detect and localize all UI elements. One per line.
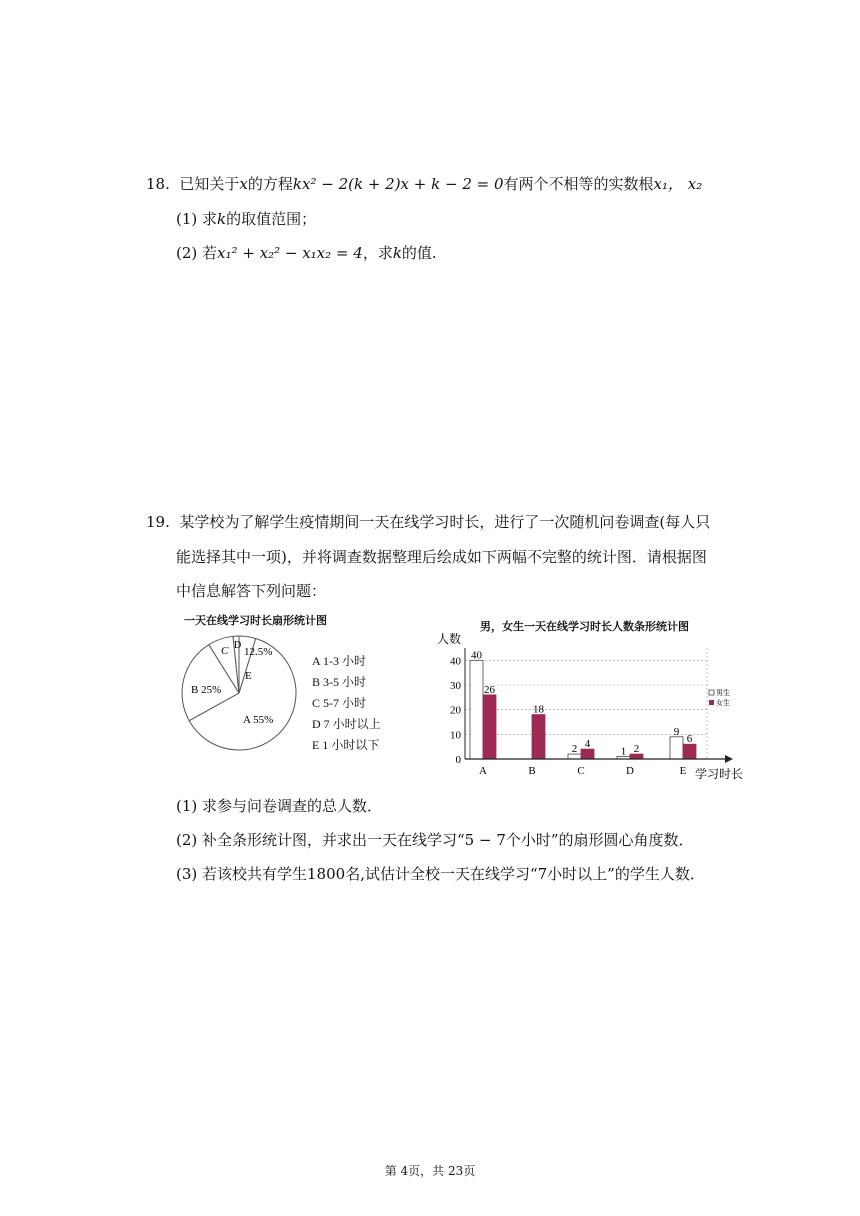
bar-value-label: 40 <box>471 649 482 662</box>
bar-data-labels <box>471 649 693 757</box>
q18-stem-post: 有两个不相等的实数根 <box>503 175 654 193</box>
pie-legend-B: B 3-5 小时 <box>312 675 367 689</box>
bar-y-ticks <box>450 655 462 766</box>
bar-female-C <box>581 749 594 759</box>
pie-legend-D: D 7 小时以上 <box>312 717 381 731</box>
q18-part2-var: k <box>392 244 402 262</box>
bar-x-label: 学习时长 <box>695 767 744 781</box>
q18-stem <box>146 174 702 194</box>
bar-female-A <box>483 695 496 759</box>
q18-part2-pre: (2) 若 <box>176 244 218 262</box>
page-footer: 第 4页，共 23页 <box>384 1164 476 1178</box>
legend-swatch-female <box>709 700 714 705</box>
q19-sub1: (1) 求参与问卷调查的总人数． <box>176 797 383 815</box>
q18-part1-var: k <box>217 210 227 228</box>
q18-part2 <box>176 243 437 263</box>
legend-label-female: 女生 <box>716 699 730 707</box>
bar-value-label: 4 <box>584 738 591 751</box>
pie-label-C: C <box>221 645 229 657</box>
bar-y-tick-label: 10 <box>450 729 461 742</box>
pie-legend-C: C 5-7 小时 <box>312 696 367 710</box>
bar-x-tick-D: D <box>626 765 634 777</box>
q19-sub3: (3) 若该校共有学生1800名,试估计全校一天在线学习“7小时以上”的学生人数． <box>176 865 705 883</box>
q18-number: 18. <box>146 175 170 193</box>
bar-legend <box>709 688 730 707</box>
q19-line1 <box>146 512 710 532</box>
pie-label-E: E <box>245 670 252 682</box>
legend-label-male: 男生 <box>716 689 730 697</box>
q19-line2: 能选择其中一项)，并将调查数据整理后绘成如下两幅不完整的统计图．请根据图 <box>176 548 707 566</box>
bar-chart <box>425 630 765 782</box>
bar-y-tick-label: 40 <box>450 655 461 668</box>
bar-x-axis-arrow <box>725 755 733 763</box>
pie-label-A: A 55% <box>243 714 274 726</box>
bar-x-tick-B: B <box>528 765 536 777</box>
bar-x-tick-C: C <box>577 765 585 777</box>
q19-line3: 中信息解答下列问题： <box>176 582 327 600</box>
q18-part2-eq: x₁² + x₂² − x₁x₂ = 4 <box>217 244 363 262</box>
pie-legend-E: E 1 小时以下 <box>312 738 380 752</box>
q18-equation: kx² − 2(k + 2)x + k − 2 = 0 <box>292 175 504 193</box>
q19-number: 19. <box>146 513 170 531</box>
pie-label-E-pct: 12.5% <box>244 646 273 658</box>
q18-part2-post: 的值. <box>401 244 437 262</box>
q19-line1-text: 某学校为了解学生疫情期间一天在线学习时长，进行了一次随机问卷调查(每人只 <box>179 513 711 531</box>
q18-stem-mid: 的方程 <box>247 175 293 193</box>
bar-female-E <box>683 744 696 759</box>
q18-part1-pre: (1) 求 <box>176 210 218 228</box>
q18-part2-mid: ，求 <box>362 244 393 262</box>
bar-male-E <box>670 737 683 759</box>
pie-chart-title: 一天在线学习时长扇形统计图 <box>184 614 327 627</box>
bar-female-B <box>532 715 545 759</box>
pie-label-D: D <box>234 640 242 651</box>
bar-value-label: 2 <box>571 743 578 756</box>
pie-label-B: B 25% <box>191 684 222 696</box>
bar-value-label: 6 <box>686 733 693 746</box>
pie-legend-A: A 1-3 小时 <box>312 654 367 668</box>
q18-part1 <box>176 209 316 229</box>
q18-stem-var: x <box>239 175 248 193</box>
bar-y-tick-label: 20 <box>450 704 461 717</box>
bar-chart-title: 男，女生一天在线学习时长人数条形统计图 <box>480 620 689 633</box>
q19-sub2: (2) 补全条形统计图，并求出一天在线学习“5 − 7个小时”的扇形圆心角度数． <box>176 831 694 849</box>
legend-swatch-male <box>709 690 714 695</box>
bar-value-label: 9 <box>673 725 680 738</box>
bar-male-A <box>470 660 483 759</box>
bar-y-label: 人数 <box>437 632 462 646</box>
bar-y-tick-label: 0 <box>455 754 461 766</box>
bar-x-tick-E: E <box>679 765 687 777</box>
bar-value-label: 2 <box>633 743 640 756</box>
q18-part1-post: 的取值范围； <box>226 210 317 228</box>
bar-x-tick-A: A <box>479 765 487 777</box>
bar-value-label: 18 <box>533 703 544 716</box>
q18-roots: x₁， x₂ <box>653 175 703 193</box>
bar-value-label: 26 <box>484 683 495 696</box>
bar-x-ticks <box>479 765 687 777</box>
q18-stem-pre: 已知关于 <box>179 175 240 193</box>
bar-value-label: 1 <box>620 745 627 758</box>
bar-y-tick-label: 30 <box>450 680 461 692</box>
